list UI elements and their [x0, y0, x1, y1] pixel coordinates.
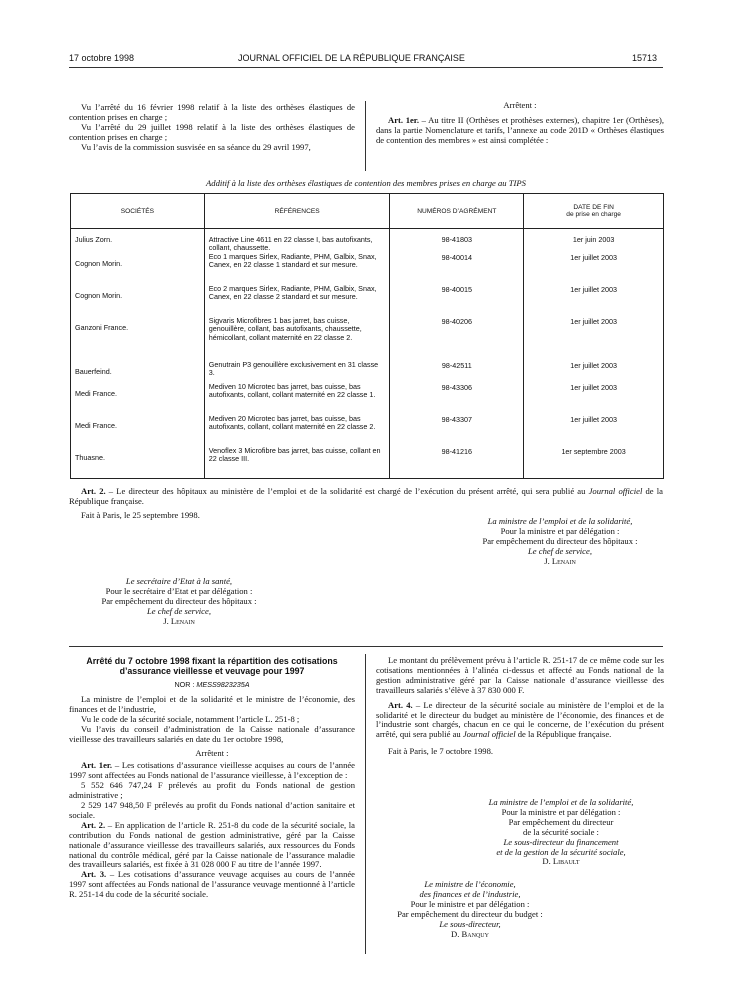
- date-cell: 1er juillet 2003: [524, 317, 664, 361]
- header-numeros: NUMÉROS D’AGRÉMENT: [390, 194, 524, 229]
- reference-cell: Sigvaris Microfibres 1 bas jarret, bas cuisse, genouillère, collant, bas autofixants, chaussette, hémicollant, collant maternité en 22 classe 2.: [204, 317, 390, 361]
- numero-cell: 98-41216: [390, 447, 524, 479]
- societe-cell: Medi France.: [71, 383, 205, 415]
- article-2-label: Art. 2.: [81, 819, 106, 830]
- amount-paragraph: 2 529 147 948,50 F prélevés au profit du Fonds national d’action sanitaire et sociale.: [69, 799, 355, 820]
- article-3-paragraph: [69, 870, 355, 900]
- societe-cell: Cognon Morin.: [71, 285, 205, 317]
- arrete-2-right-column: [376, 656, 664, 757]
- societe-cell: Thuasne.: [71, 447, 205, 479]
- amount-paragraph: 5 552 646 747,24 F prélevés au profit du Fonds national de gestion administrative ;: [69, 780, 355, 801]
- article-2-text: – Le directeur des hôpitaux au ministère de l’emploi et de la solidarité est chargé de l’exécution du présent arrêté, qui sera publié au: [105, 486, 589, 496]
- arretent-heading: Arrêtent :: [503, 100, 537, 110]
- reference-cell: Eco 2 marques Sirlex, Radiante, PHM, Galbix, Snax, Canex, en 22 classe 2 standard et sur mesure.: [204, 285, 390, 317]
- signature-line: Par empêchement du directeur: [508, 816, 614, 827]
- societe-cell: Bauerfeind.: [71, 361, 205, 383]
- nor-label: NOR :: [174, 680, 197, 689]
- signature-line: Pour le ministre et par délégation :: [410, 898, 530, 909]
- fait-a-paris-2: Fait à Paris, le 7 octobre 1998.: [388, 746, 494, 757]
- signature-line: Pour la ministre et par délégation :: [500, 525, 620, 536]
- signature-line: et de la gestion de la sécurité sociale,: [496, 846, 626, 857]
- table-row: [71, 285, 664, 317]
- header-date-fin-line2: de prise en charge: [566, 211, 621, 218]
- article-1-text: – Les cotisations d’assurance vieillesse acquises au cours de l’année 1997 sont affectées au Fonds national de l’assurance vieillesse, à l’exception de :: [69, 760, 355, 781]
- signature-line: Pour la ministre et par délégation :: [501, 806, 621, 817]
- column-rule: [365, 654, 366, 954]
- journal-title: JOURNAL OFFICIEL DE LA RÉPUBLIQUE FRANÇAISE: [238, 53, 465, 63]
- signature-line: Par empêchement du directeur des hôpitaux :: [482, 535, 638, 546]
- nor-reference: [69, 680, 355, 690]
- header-societes: SOCIÉTÉS: [71, 194, 205, 229]
- article-1-label: Art. 1er.: [81, 760, 113, 771]
- signature-line: de la sécurité sociale :: [523, 826, 599, 837]
- date-cell: 1er juillet 2003: [524, 415, 664, 447]
- article-1-text: – Au titre II (Orthèses et prothèses externes), chapitre 1er (Orthèses), dans la partie Nomenclature et tarifs, l’annexe au code 201D « Orthèses élastiques de contention des membres » est ainsi complétée :: [376, 114, 664, 145]
- signature-ministre-emploi: [440, 517, 680, 567]
- numero-cell: 98-40014: [390, 253, 524, 285]
- preamble-paragraph: Vu l’avis du conseil d’administration de la Caisse nationale d’assurance vieillesse des travailleurs salariés en date du 1er octobre 1998,: [69, 723, 355, 744]
- date-cell: 1er septembre 2003: [524, 447, 664, 479]
- nor-code: MESS9823235A: [196, 680, 250, 689]
- table-row: [71, 317, 664, 361]
- top-left-column: [69, 103, 355, 153]
- page-number: 15713: [632, 53, 658, 63]
- signature-line: des finances et de l’industrie,: [419, 888, 521, 899]
- fait-a-paris-1: Fait à Paris, le 25 septembre 1998.: [81, 509, 200, 520]
- reference-cell: Venoflex 3 Microfibre bas jarret, bas cuisse, collant en 22 classe III.: [204, 447, 390, 479]
- societe-cell: Medi France.: [71, 415, 205, 447]
- reference-cell: Mediven 10 Microtec bas jarret, bas cuisse, bas autofixants, collant, collant maternité en 22 classe 1.: [204, 383, 390, 415]
- signature-line: Le sous-directeur,: [439, 918, 501, 929]
- table-row: [71, 447, 664, 479]
- arrete-2-title: Arrêté du 7 octobre 1998 fixant la répartition des cotisations d’assurance vieillesse et veuvage pour 1997: [86, 656, 338, 676]
- reference-cell: Attractive Line 4611 en 22 classe I, bas autofixants, collant, chaussette.: [204, 229, 390, 253]
- signature-secretaire-etat: [69, 577, 289, 627]
- numero-cell: 98-43307: [390, 415, 524, 447]
- article-2-text: – En application de l’article R. 251-8 du code de la sécurité sociale, la contribution du Fonds national de gestion administrative, géré par la Caisse nationale d’assurance vieillesse des travailleurs salariés, aux ressources du Fonds national du contrôle médical, géré par la Caisse nationale de l’assurance maladie des travailleurs salariés, est fixée à 31 028 000 F au titre de l’année 1997.: [69, 819, 356, 870]
- reference-cell: Genutrain P3 genouillère exclusivement en 31 classe 3.: [204, 361, 390, 383]
- article-4-text: – Le directeur de la sécurité sociale au ministère de l’emploi et de la solidarité et le directeur du budget au ministère de l’économie, des finances et de l’industrie sont chargés, chacun en ce qui le concerne, de l’exécution du présent arrêté, qui sera publié au: [376, 699, 665, 740]
- header-date-fin-line1: DATE DE FIN: [573, 204, 614, 211]
- signature-line: La ministre de l’emploi et de la solidarité,: [487, 516, 633, 526]
- header-date: 17 octobre 1998: [69, 53, 135, 63]
- numero-cell: 98-40015: [390, 285, 524, 317]
- header-date-fin: [524, 194, 664, 229]
- signature-line: Le chef de service,: [147, 605, 211, 616]
- article-2-label: Art. 2.: [81, 486, 106, 496]
- date-cell: 1er juillet 2003: [524, 285, 664, 317]
- article-1-label: Art. 1er.: [388, 114, 419, 125]
- date-cell: 1er juillet 2003: [524, 253, 664, 285]
- signature-line: Le chef de service,: [528, 545, 592, 556]
- signature-line: Par empêchement du directeur des hôpitaux :: [101, 595, 257, 606]
- article-4-label: Art. 4.: [388, 699, 413, 710]
- article-3-text: – Les cotisations d’assurance veuvage acquises au cours de l’année 1997 sont affectées au Fonds national de l’assurance veuvage mentionné à l’article R. 251-14 du code de la sécurité sociale.: [69, 869, 356, 900]
- date-cell: 1er juillet 2003: [524, 361, 664, 383]
- header-references: RÉFÉRENCES: [204, 194, 390, 229]
- article-4-paragraph: [376, 701, 664, 741]
- table-header-row: [71, 194, 664, 229]
- societe-cell: Cognon Morin.: [71, 253, 205, 285]
- signature-line: Pour le secrétaire d’Etat et par délégation :: [105, 585, 253, 596]
- signatory-name: D. Libault: [542, 856, 580, 867]
- preamble-paragraph: La ministre de l’emploi et de la solidarité et le ministre de l’économie, des finances et de l’industrie,: [69, 693, 355, 714]
- signature-line: La ministre de l’emploi et de la solidarité,: [488, 797, 634, 807]
- arrete-2-left-column: [69, 656, 355, 900]
- date-cell: 1er juillet 2003: [524, 383, 664, 415]
- table-row: [71, 415, 664, 447]
- signature-ministre-economie: [370, 880, 570, 939]
- signature-line: Par empêchement du directeur du budget :: [397, 908, 543, 919]
- arretent-heading: Arrêtent :: [195, 748, 229, 759]
- prelevement-paragraph: Le montant du prélèvement prévu à l’article R. 251-17 de ce même code sur les cotisations mentionnées à l’alinéa ci-dessus et affecté au Fonds national de la gestion administrative géré par la Caisse nationale d’assurance vieillesse des travailleurs salariés s’élève à 37 830 000 F.: [376, 655, 664, 695]
- column-rule: [365, 101, 366, 171]
- journal-officiel-ref: Journal officiel: [462, 729, 516, 740]
- article-3-label: Art. 3.: [81, 869, 107, 880]
- table-caption: Additif à la liste des orthèses élastiques de contention des membres prises en charge au TIPS: [206, 178, 526, 188]
- journal-officiel-ref: Journal officiel: [588, 486, 643, 496]
- table-row: [71, 383, 664, 415]
- preamble-paragraph: Vu le code de la sécurité sociale, notamment l’article L. 251-8 ;: [81, 713, 300, 724]
- signatory-name: D. Banquy: [451, 928, 489, 939]
- reference-cell: Eco 1 marques Sirlex, Radiante, PHM, Galbix, Snax, Canex, en 22 classe 1 standard et sur mesure.: [204, 253, 390, 285]
- article-1-paragraph: [376, 116, 664, 146]
- top-right-column: [376, 101, 664, 146]
- header-rule: [69, 67, 663, 68]
- numero-cell: 98-41803: [390, 229, 524, 253]
- signatory-name: J. Lenain: [163, 615, 195, 626]
- article-2-paragraph: [69, 821, 355, 871]
- orthoses-table: [70, 193, 664, 479]
- societe-cell: Ganzoni France.: [71, 317, 205, 361]
- visa-paragraph: Vu l’arrêté du 16 février 1998 relatif à la liste des orthèses élastiques de contention prises en charge ;: [69, 102, 355, 122]
- section-rule: [69, 646, 663, 647]
- signature-line: Le secrétaire d’Etat à la santé,: [125, 576, 233, 586]
- societe-cell: Julius Zorn.: [71, 229, 205, 253]
- signature-line: Le sous-directeur du financement: [503, 836, 619, 847]
- signatory-name: J. Lenain: [544, 555, 576, 566]
- date-cell: 1er juin 2003: [524, 229, 664, 253]
- reference-cell: Mediven 20 Microtec bas jarret, bas cuisse, bas autofixants, collant, collant maternité en 22 classe 2.: [204, 415, 390, 447]
- visa-paragraph: Vu l’avis de la commission susvisée en sa séance du 29 avril 1997,: [81, 141, 311, 152]
- article-2-text-end: de la République française.: [69, 486, 663, 506]
- article-1-paragraph: [69, 761, 355, 781]
- signature-line: Le ministre de l’économie,: [424, 879, 516, 889]
- article-2-paragraph: [69, 487, 663, 507]
- article-4-text-end: de la République française.: [515, 729, 612, 740]
- signature-ministre-emploi-2: [436, 798, 686, 867]
- numero-cell: 98-43306: [390, 383, 524, 415]
- visa-paragraph: Vu l’arrêté du 29 juillet 1998 relatif à la liste des orthèses élastiques de contention prises en charge ;: [69, 121, 355, 142]
- table-row: [71, 253, 664, 285]
- numero-cell: 98-42511: [390, 361, 524, 383]
- table-row: [71, 361, 664, 383]
- table-row: [71, 229, 664, 253]
- numero-cell: 98-40206: [390, 317, 524, 361]
